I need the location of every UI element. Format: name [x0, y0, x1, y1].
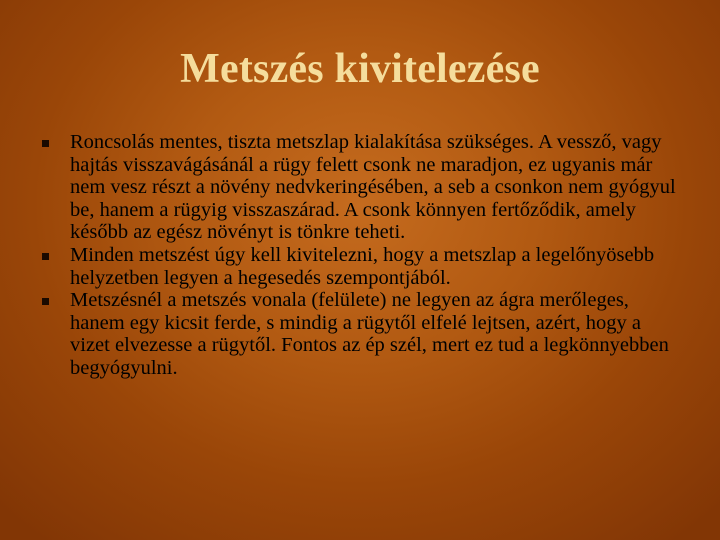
square-bullet-icon	[42, 253, 49, 260]
bullet-item	[40, 289, 680, 379]
bullet-text: Minden metszést úgy kell kivitelezni, hogy a metszlap a legelőnyösebb helyzetben legyen a hegesedés szempontjából.	[70, 243, 655, 289]
bullet-list	[40, 131, 680, 380]
bullet-text: Metszésnél a metszés vonala (felülete) ne legyen az ágra merőleges, hanem egy kicsit ferde, s mindig a rügytől elfelé lejtsen, azért, hogy a vizet elvezesse a rügytől. Fontos az ép szél, mert ez tud a legkönnyebben begyógyulni.	[70, 289, 669, 379]
slide-title: Metszés kivitelezése	[180, 46, 540, 92]
square-bullet-icon	[42, 298, 49, 305]
bullet-item	[40, 131, 680, 244]
bullet-item	[40, 244, 680, 289]
square-bullet-icon	[42, 140, 49, 147]
bullet-text: Roncsolás mentes, tiszta metszlap kialakítása szükséges. A vessző, vagy hajtás visszavágásánál a rügy felett csonk ne maradjon, ez ugyanis már nem vesz részt a növény nedvkeringésében, a seb a csonkon nem gyógyul be, hanem a rügyig visszaszárad. A csonk könnyen fertőződik, amely később az egész növényt is tönkre teheti.	[70, 131, 676, 244]
